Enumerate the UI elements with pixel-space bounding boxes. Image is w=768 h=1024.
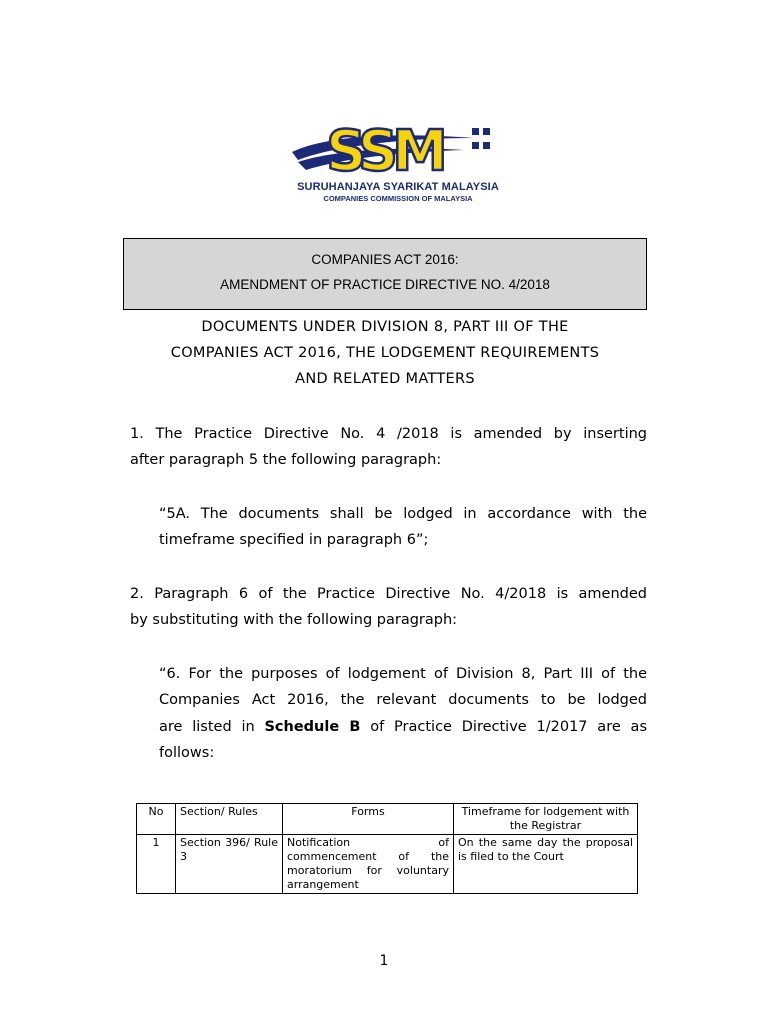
- cell-timeframe: On the same day the proposal is filed to the Court: [454, 835, 638, 894]
- page-number: 1: [379, 953, 389, 969]
- para1-line-1: 1. The Practice Directive No. 4 /2018 is amended by inserting: [130, 426, 647, 442]
- col-header-forms: Forms: [283, 804, 454, 835]
- logo-subname: COMPANIES COMMISSION OF MALAYSIA: [323, 194, 473, 203]
- table-row: [137, 835, 638, 894]
- quote2-line-2: Companies Act 2016, the relevant documents to be lodged: [159, 692, 647, 708]
- header-box: [123, 238, 647, 310]
- cell-forms: Notification of commencement of the moratorium for voluntary arrangement: [283, 835, 454, 894]
- schedule-table: [136, 803, 638, 894]
- header-line-2: AMENDMENT OF PRACTICE DIRECTIVE NO. 4/2018: [220, 277, 550, 292]
- title-line-1: DOCUMENTS UNDER DIVISION 8, PART III OF THE: [201, 319, 569, 335]
- quote2-line-1: “6. For the purposes of lodgement of Division 8, Part III of the: [159, 666, 647, 682]
- ssm-logo-mark: [284, 116, 514, 182]
- schedule-b-bold: Schedule B: [264, 719, 361, 735]
- logo-name: SURUHANJAYA SYARIKAT MALAYSIA: [297, 181, 499, 193]
- quote1-line-1: “5A. The documents shall be lodged in accordance with the: [159, 506, 647, 522]
- quote1-line-2: timeframe specified in paragraph 6”;: [159, 532, 429, 548]
- col-header-timeframe: Timeframe for lodgement with the Registrar: [454, 804, 638, 835]
- ssm-logo: [284, 116, 514, 206]
- para1-line-2: after paragraph 5 the following paragraph:: [130, 452, 442, 468]
- cell-section: Section 396/ Rule 3: [176, 835, 283, 894]
- para2-line-1: 2. Paragraph 6 of the Practice Directive No. 4/2018 is amended: [130, 586, 647, 602]
- quote2-line-4: follows:: [159, 745, 215, 761]
- col-header-no: No: [137, 804, 176, 835]
- cell-no: 1: [137, 835, 176, 894]
- quote2-line-3: are listed in Schedule B of Practice Directive 1/2017 are as: [159, 719, 647, 735]
- title-line-2: COMPANIES ACT 2016, THE LODGEMENT REQUIREMENTS: [170, 345, 600, 361]
- title-line-3: AND RELATED MATTERS: [295, 371, 475, 387]
- para2-line-2: by substituting with the following paragraph:: [130, 612, 458, 628]
- svg-text:SSM: SSM: [326, 119, 442, 182]
- col-header-section: Section/ Rules: [176, 804, 283, 835]
- header-line-1: COMPANIES ACT 2016:: [311, 252, 459, 267]
- table-header-row: [137, 804, 638, 835]
